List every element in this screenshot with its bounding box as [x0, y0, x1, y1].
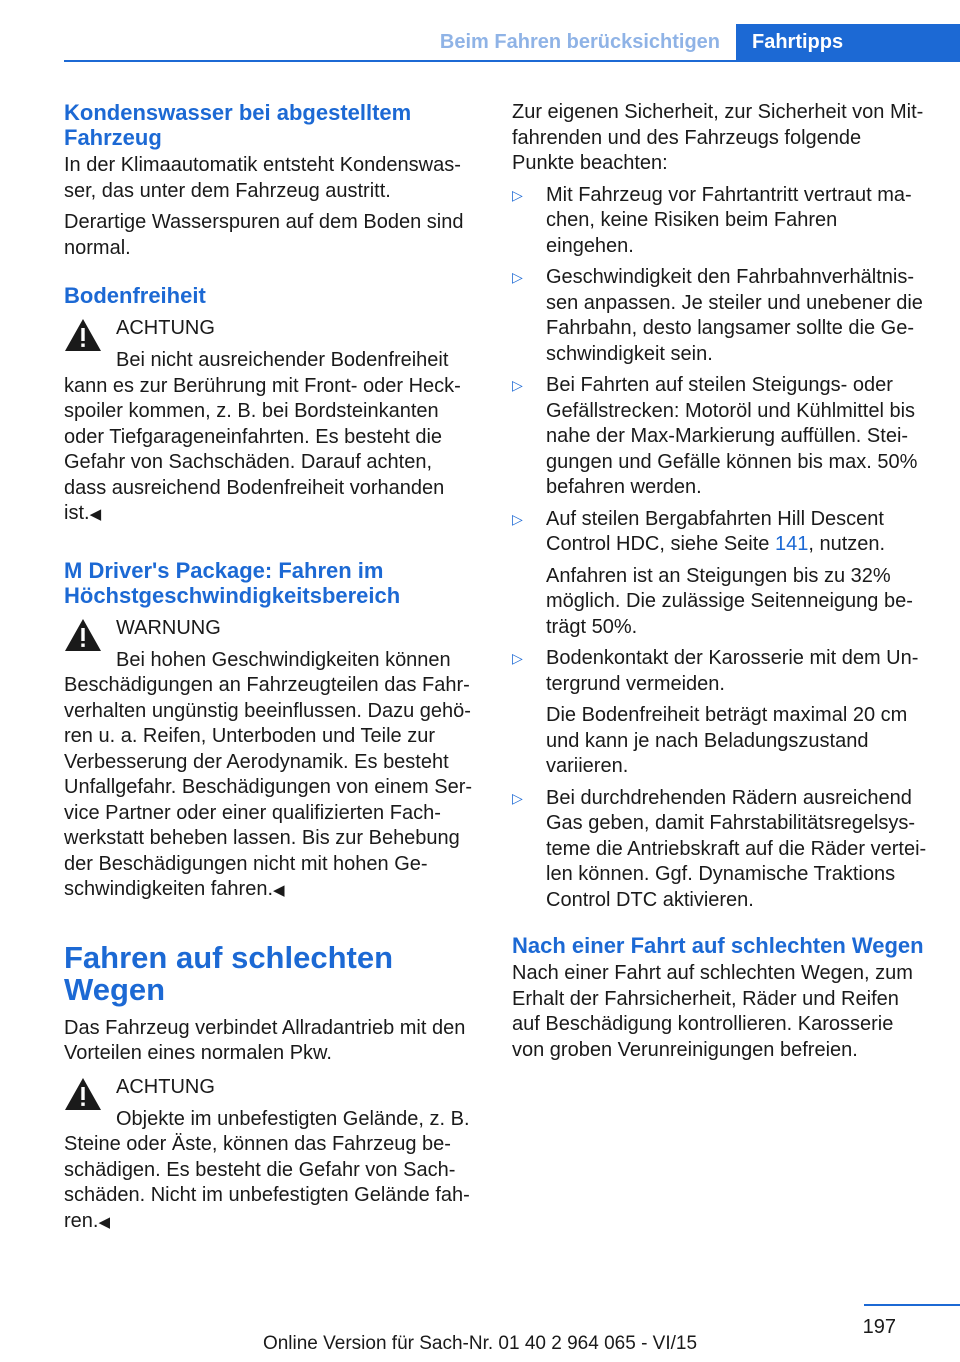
heading-m-drivers-package: M Driver's Package: Fahren im Höchstgeschwindigkeitsbereich: [64, 557, 401, 608]
header-chapter-tab: Fahrtipps: [736, 24, 960, 62]
list-item-text: Bei Fahrten auf steilen Steigungs- oder Gefällstrecken: Motoröl und Kühlmittel bis nahe der Max-Markierung auffüllen. Steigungen und Gefälle können bis max. 50% befahren werden.: [546, 374, 918, 498]
end-mark: ◀: [273, 882, 285, 899]
safety-list: [512, 183, 928, 914]
triangle-bullet-icon: ▷: [512, 510, 523, 527]
paragraph-intro: Zur eigenen Sicherheit, zur Sicherheit von Mitfahrenden und des Fahrzeugs folgende Punkte beachten:: [512, 101, 924, 174]
heading-bodenfreiheit: Bodenfreiheit: [64, 283, 206, 308]
warning-triangle-icon: [64, 318, 102, 352]
paragraph: Nach einer Fahrt auf schlechten Wegen, zum Erhalt der Fahrsicherheit, Räder und Reifen auf Beschädigung kontrollieren. Karosserie von groben Verunreinigungen befreien.: [512, 962, 913, 1061]
warning-triangle-icon: [64, 1077, 102, 1111]
caution-label: ACHTUNG: [116, 1075, 215, 1098]
left-column: [64, 100, 476, 1243]
triangle-bullet-icon: ▷: [512, 377, 523, 393]
right-column: [512, 100, 928, 1069]
triangle-bullet-icon: ▷: [512, 650, 523, 666]
paragraph: Derartige Wasserspuren auf dem Boden sind normal.: [64, 211, 464, 259]
triangle-bullet-icon: ▷: [512, 186, 523, 203]
page-link-141[interactable]: 141: [774, 533, 809, 555]
caution-label: ACHTUNG: [116, 317, 215, 339]
end-mark: ◀: [98, 1213, 111, 1231]
page-number: 197: [862, 1316, 896, 1338]
paragraph: Das Fahrzeug verbindet Allradantrieb mit den Vorteilen eines normalen Pkw.: [64, 1016, 466, 1064]
list-item-text: Bei durchdrehenden Rädern ausreichend Gas geben, damit Fahrstabilitätsregelsysteme die Antriebskraft auf die Räder verteilen können. Ggf. Dynamische Traktions Control DTC aktivieren.: [546, 786, 927, 911]
list-item: [512, 265, 928, 367]
header-divider: [64, 60, 960, 62]
list-item-subtext: Die Bodenfreiheit beträgt maximal 20 cm und kann je nach Beladungszustand variieren.: [546, 704, 908, 777]
paragraph: In der Klimaautomatik entsteht Kondenswasser, das unter dem Fahrzeug austritt.: [64, 154, 461, 202]
list-item: [512, 646, 928, 780]
caution-text: Objekte im unbefestigten Gelände, z. B. Steine oder Äste, können das Fahrzeug beschädigen. Es besteht die Gefahr von Sachschäden. Nicht im unbefestigten Gelände fahren.: [64, 1107, 470, 1232]
list-item: [512, 183, 928, 260]
list-item: [512, 507, 928, 641]
list-item-subtext: Anfahren ist an Steigungen bis zu 32% möglich. Die zulässige Seitenneigung beträgt 50%.: [546, 564, 913, 638]
list-item: [512, 373, 928, 501]
list-item-text: , nutzen.: [808, 533, 886, 555]
list-item-text: Geschwindigkeit den Fahrbahnverhältnissen anpassen. Je steiler und unebener die Fahrbahn, desto langsamer sollte die Geschwindigkeit sein.: [546, 266, 923, 365]
list-item-text: Mit Fahrzeug vor Fahrtantritt vertraut machen, keine Risiken beim Fahren eingehen.: [546, 183, 912, 257]
caution-box: [64, 316, 476, 528]
page-number-rule: [864, 1304, 960, 1306]
warning-triangle-icon: [64, 618, 102, 652]
triangle-bullet-icon: ▷: [512, 789, 523, 806]
warning-text: Bei hohen Geschwindigkeiten können Beschädigungen an Fahrzeugteilen das Fahrverhalten ungünstig beeinflussen. Dazu gehören u. a. Reifen, Unterboden und Teile zur Verbesserung der Aerodynamik. Es besteht Unfallgefahr. Beschädigungen von einem Service Partner oder einer qualifizierten Fachwerkstatt beheben lassen. Bis zur Behebung der Beschädigungen nicht mit hohen Geschwindigkeiten fahren.: [64, 648, 473, 900]
heading-fahren-auf-schlechten-wegen: Fahren auf schlechten Wegen: [64, 939, 394, 1007]
list-item: [512, 786, 928, 914]
list-item-text: Bodenkontakt der Karosserie mit dem Untergrund vermeiden.: [546, 647, 919, 695]
end-mark: ◀: [89, 506, 102, 523]
triangle-bullet-icon: ▷: [512, 269, 523, 285]
online-version-footer: Online Version für Sach-Nr. 01 40 2 964 065 - VI/15: [262, 1333, 698, 1354]
heading-nach-einer-fahrt: Nach einer Fahrt auf schlechten Wegen: [512, 933, 924, 958]
page-header: [64, 24, 960, 62]
list-item-text: Auf steilen Bergabfahrten Hill Descent Control HDC, siehe Seite: [546, 507, 884, 555]
caution-text: Bei nicht ausreichender Bodenfreiheit kann es zur Berührung mit Front- oder Heckspoiler kommen, z. B. bei Bordsteinkanten oder Tiefgarageneinfahrten. Es besteht die Gefahr von Sachschäden. Darauf achten, dass ausreichend Bodenfreiheit vorhanden ist.: [64, 349, 461, 524]
header-section-title: Beim Fahren berücksichtigen: [439, 31, 720, 53]
warning-box: [64, 616, 476, 904]
warning-label: WARNUNG: [116, 616, 221, 639]
caution-box: [64, 1075, 476, 1236]
heading-kondenswasser: Kondenswasser bei abgestelltem Fahrzeug: [64, 100, 412, 150]
